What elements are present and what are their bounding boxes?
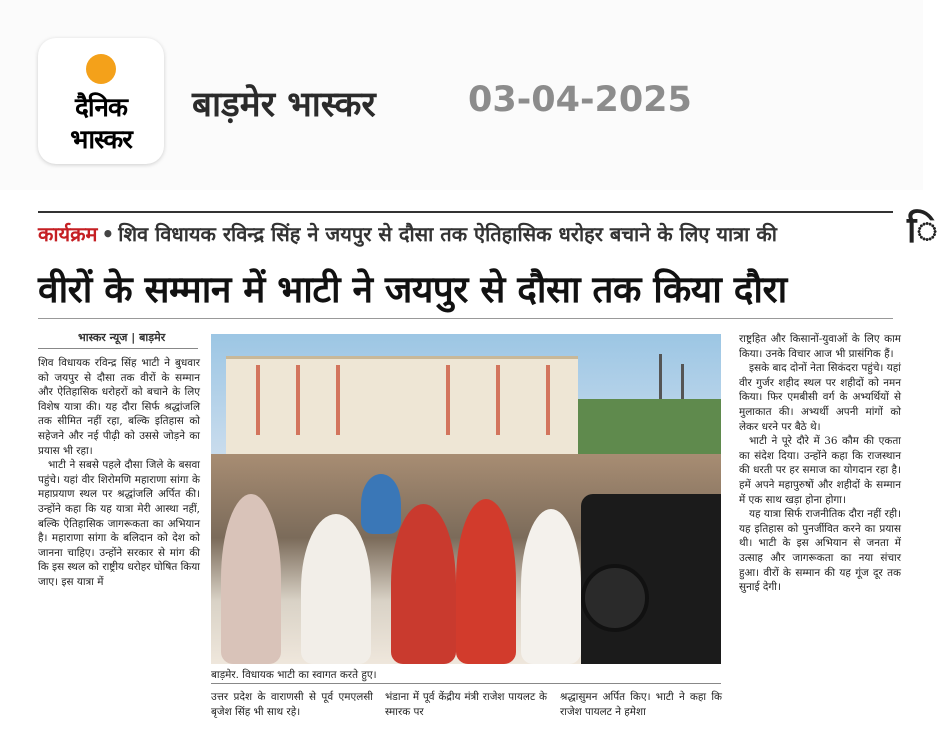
photo-garland [256, 365, 260, 435]
article-column-4 [739, 332, 901, 756]
sun-icon [86, 54, 116, 84]
edge-fragment: ि [907, 209, 938, 251]
kicker-tag: कार्यक्रम [38, 222, 98, 246]
photo-garland [496, 365, 500, 435]
paragraph: राष्ट्रहित और किसानों-युवाओं के लिए काम किया। उनके विचार आज भी प्रासंगिक हैं। [739, 333, 901, 360]
headline-rule [38, 318, 893, 319]
paragraph: भाटी ने पूरे दौरे में 36 कौम की एकता का संदेश दिया। उन्होंने कहा कि राजस्थान की धरती पर हर समाज का योगदान रहा है। हमें अपने महापुरुषों और शहीदों के सम्मान में एक साथ खड़ा होना होगा। [739, 435, 901, 506]
photo-garland [446, 365, 450, 435]
photo-person [456, 499, 516, 664]
photo-person [221, 494, 281, 664]
camera-in-photo [581, 494, 721, 664]
caption-rule [211, 683, 721, 684]
byline-rule [38, 348, 198, 349]
paragraph: यह यात्रा सिर्फ राजनीतिक दौरा नहीं रही। यह इतिहास को पुनर्जीवित करने का प्रयास थी। भाटी के इस अभियान से जनता में उत्साह और जागरूकता का नया संचार हुआ। वीरों के सम्मान की यह गूंज दूर तक सुनाई देगी। [739, 508, 901, 594]
article-bottom-column-2: भंडाना में पूर्व केंद्रीय मंत्री राजेश पायलट के स्मारक पर [385, 691, 547, 718]
article-column-1 [38, 356, 200, 756]
photo-person [301, 514, 371, 664]
top-rule [38, 211, 893, 213]
dainik-bhaskar-logo[interactable] [38, 38, 164, 164]
adjacent-article-edge [907, 190, 938, 756]
article-bottom-column-1: उत्तर प्रदेश के वाराणसी से पूर्व एमएलसी बृजेश सिंह भी साथ रहे। [211, 691, 373, 718]
byline: भास्कर न्यूज | बाड़मेर [78, 331, 166, 344]
article-bottom-column-3: श्रद्धासुमन अर्पित किए। भाटी ने कहा कि राजेश पायलट ने हमेशा [560, 691, 722, 718]
photo-garland [546, 365, 550, 435]
headline: वीरों के सम्मान में भाटी ने जयपुर से दौसा तक किया दौरा [38, 268, 787, 311]
photo-person [391, 504, 456, 664]
logo-line-1: दैनिक [75, 93, 127, 123]
photo-person [361, 474, 401, 534]
paragraph: शिव विधायक रविन्द्र सिंह भाटी ने बुधवार को जयपुर से दौसा तक वीरों के सम्मान और ऐतिहासिक धरोहरों को बचाने के लिए विशेष यात्रा की। यह दौरा सिर्फ श्रद्धांजलि तक सीमित नहीं रहा, बल्कि इतिहास को सहेजने और नई पीढ़ी को उससे जोड़ने का प्रयास भी रहा। [38, 357, 200, 457]
photo-caption: बाड़मेर. विधायक भाटी का स्वागत करते हुए। [211, 669, 377, 681]
photo-person [521, 509, 581, 664]
kicker-text: शिव विधायक रविन्द्र सिंह ने जयपुर से दौसा तक ऐतिहासिक धरोहर बचाने के लिए यात्रा की [118, 222, 777, 246]
edition-title: बाड़मेर भास्कर [192, 85, 376, 125]
kicker-line [38, 220, 898, 247]
news-photo [211, 334, 721, 664]
page-header [0, 0, 923, 190]
newspaper-clipping [0, 190, 938, 756]
bullet-icon: • [101, 222, 115, 246]
photo-garland [296, 365, 300, 435]
camera-lens [581, 564, 649, 632]
edition-date: 03-04-2025 [468, 80, 692, 120]
logo-line-2: भास्कर [70, 125, 132, 155]
paragraph: इसके बाद दोनों नेता सिकंदरा पहुंचे। यहां वीर गुर्जर शहीद स्थल पर शहीदों को नमन किया। फिर एमबीसी वर्ग के अभ्यर्थियों से मुलाकात की। अभ्यर्थी अपनी मांगों को लेकर धरने पर बैठे थे। [739, 362, 901, 433]
paragraph: भाटी ने सबसे पहले दौसा जिले के बसवा पहुंचे। यहां वीर शिरोमणि महाराणा सांगा के महाप्रयाण स्थल पर श्रद्धांजलि अर्पित की। उन्होंने कहा कि यह यात्रा मेरी आस्था नहीं, बल्कि ऐतिहासिक जागरूकता का अभियान है। महाराणा सांगा के बलिदान को देश को जानना चाहिए। उन्होंने सरकार से मांग की कि इस स्थल को राष्ट्रीय धरोहर घोषित किया जाए। इस यात्रा में [38, 459, 200, 588]
photo-garland [336, 365, 340, 435]
